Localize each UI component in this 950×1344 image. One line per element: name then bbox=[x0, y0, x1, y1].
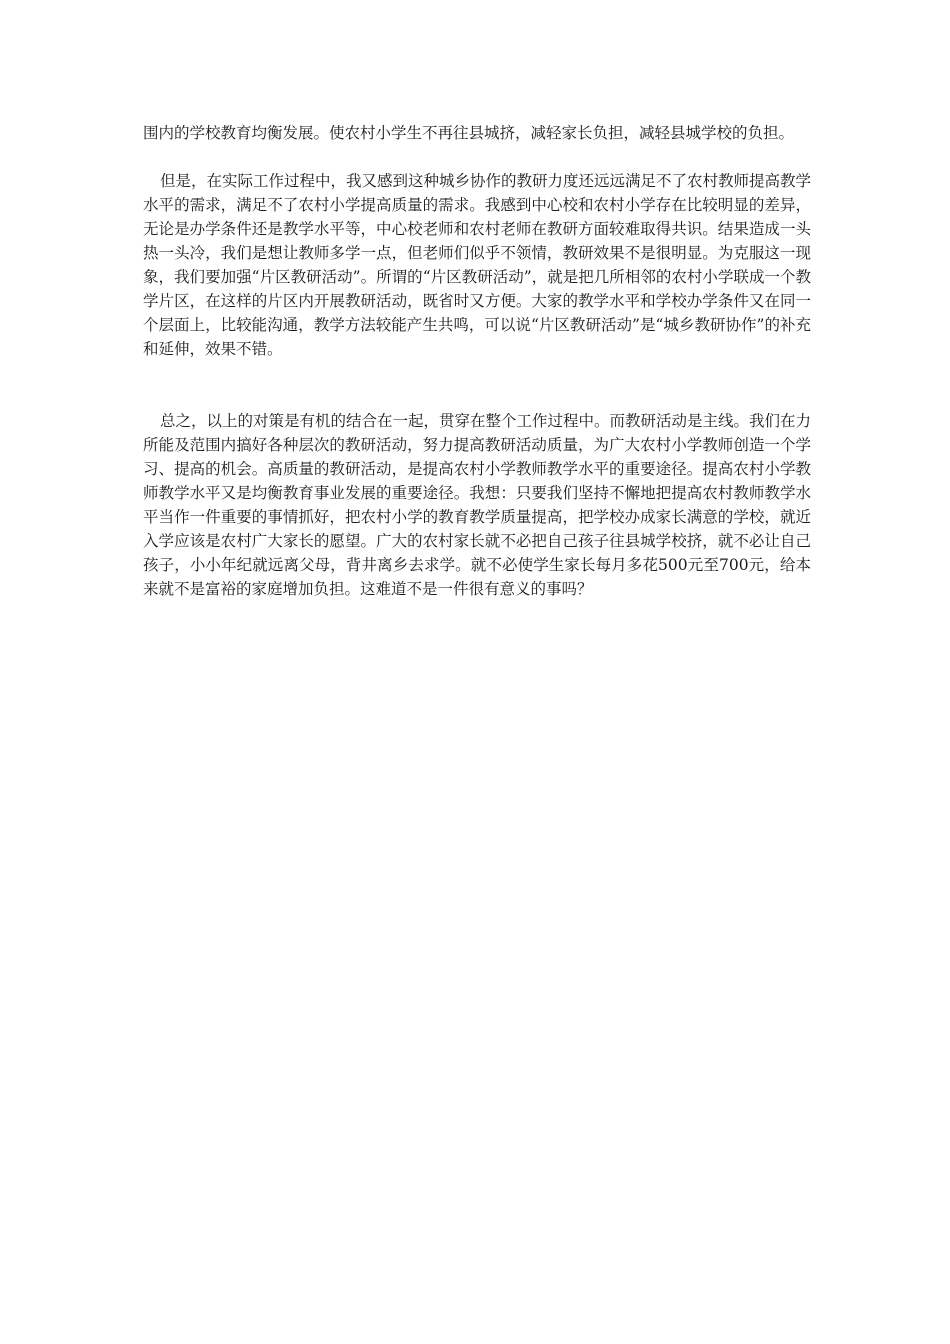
paragraph-area-research: 但是，在实际工作过程中，我又感到这种城乡协作的教研力度还远远满足不了农村教师提高教学水平的需求，满足不了农村小学提高质量的需求。我感到中心校和农村小学存在比较明显的差异，无论是办学条件还是教学水平等，中心校老师和农村老师在教研方面较难取得共识。结果造成一头热一头冷，我们是想让教师多学一点，但老师们似乎不领情，教研效果不是很明显。为克服这一现象，我们要加强“片区教研活动”。所谓的“片区教研活动”，就是把几所相邻的农村小学联成一个教学片区，在这样的片区内开展教研活动，既省时又方便。大家的教学水平和学校办学条件又在同一个层面上，比较能沟通，教学方法较能产生共鸣，可以说“片区教研活动”是“城乡教研协作”的补充和延伸，效果不错。 bbox=[143, 172, 812, 358]
document-body bbox=[143, 121, 811, 601]
paragraph-conclusion: 总之，以上的对策是有机的结合在一起，贯穿在整个工作过程中。而教研活动是主线。我们在力所能及范围内搞好各种层次的教研活动，努力提高教研活动质量，为广大农村小学教师创造一个学习、提高的机会。高质量的教研活动，是提高农村小学教师教学水平的重要途径。提高农村小学教师教学水平又是均衡教育事业发展的重要途径。我想：只要我们坚持不懈地把提高农村教师教学水平当作一件重要的事情抓好，把农村小学的教育教学质量提高，把学校办成家长满意的学校，就近入学应该是农村广大家长的愿望。广大的农村家长就不必把自己孩子往县城学校挤，就不必让自己孩子，小小年纪就远离父母，背井离乡去求学。就不必使学生家长每月多花500元至700元，给本来就不是富裕的家庭增加负担。这难道不是一件很有意义的事吗？ bbox=[143, 412, 812, 598]
paragraph-continuation: 围内的学校教育均衡发展。使农村小学生不再往县城挤，减轻家长负担，减轻县城学校的负担。 bbox=[143, 124, 795, 142]
